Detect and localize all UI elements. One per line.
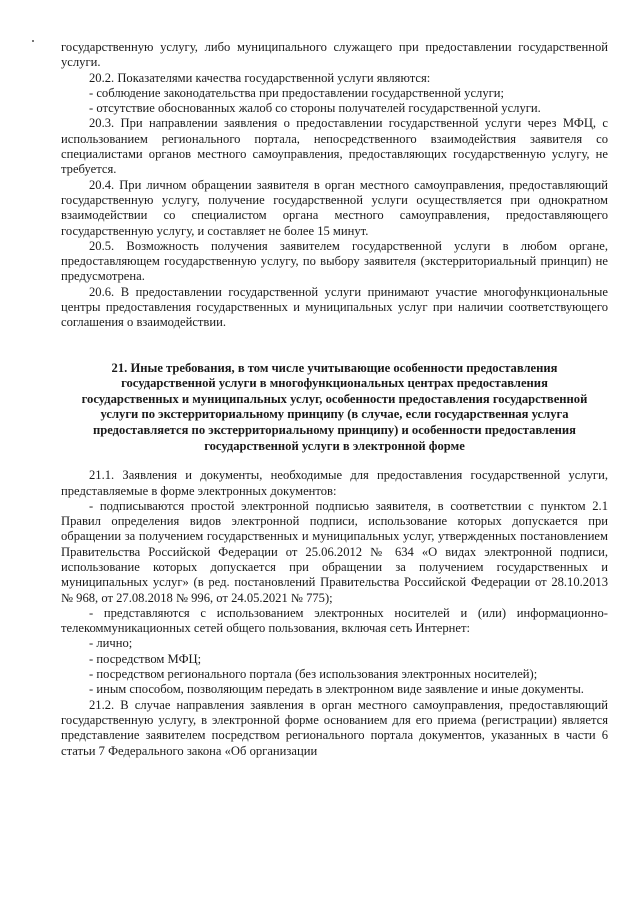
paragraph-21-1: 21.1. Заявления и документы, необходимые для предоставления государственной услуги, представляемые в форме электронных документов: [61, 468, 608, 498]
document-page [61, 40, 608, 759]
spacer [61, 454, 608, 468]
section-heading-21: 21. Иные требования, в том числе учитывающие особенности предоставления государственной услуги в многофункциональных центрах предоставления государственных и муниципальных услуг, особенности предоставления государственной услуги по экстерриториальному принципу (в случае, если государственная услуга предоставляется по экстерриториальному принципу) и особенности предоставления государственной услуги в электронной форме [81, 360, 588, 453]
paragraph-20-4: 20.4. При личном обращении заявителя в орган местного самоуправления, предоставляющий государственную услугу, получение государственной услуги осуществляется при однократном взаимодействии со специалистом органа местного самоуправления, предоставляющего государственную услугу, и составляет не более 15 минут. [61, 177, 608, 238]
list-item-no-complaints: - отсутствие обоснованных жалоб со стороны получателей государственной услуги. [89, 101, 541, 116]
scan-speck [32, 40, 34, 42]
list-item-in-person: - лично; [89, 636, 133, 651]
paragraph-21-2: 21.2. В случае направления заявления в орган местного самоуправления, предоставляющий государственную услугу, в электронной форме основанием для его приема (регистрации) является представление заявителем посредством регионального портала документов, указанных в части 6 статьи 7 Федерального закона «Об организации [61, 697, 608, 758]
paragraph-20-3: 20.3. При направлении заявления о предоставлении государственной услуги через МФЦ, с использованием регионального портала, непосредственного взаимодействия заявителя со специалистами органов местного самоуправления, предоставляющих государственную услугу, не требуется. [61, 116, 608, 177]
paragraph-20-2: 20.2. Показателями качества государственной услуги являются: [89, 70, 431, 85]
paragraph-20-6: 20.6. В предоставлении государственной услуги принимают участие многофункциональные центры предоставления государственных и муниципальных услуг при наличии соответствующего соглашения о взаимодействии. [61, 284, 608, 330]
list-item-signature: - подписываются простой электронной подписью заявителя, в соответствии с пунктом 2.1 Правил определения видов электронной подписи, использование которых допускается при обращении за получением государственных и муниципальных услуг, утвержденных постановлением Правительства Российской Федерации от 25.06.2012 № 634 «О видах электронной подписи, использование которых допускается при обращении за получением государственных и муниципальных услуг» (в ред. постановлений Правительства Российской Федерации от 28.10.2013 № 968, от 27.08.2018 № 996, от 24.05.2021 № 775); [61, 498, 608, 605]
list-item-other-way: - иным способом, позволяющим передать в электронном виде заявление и иные документы. [89, 682, 584, 697]
list-item-mfc: - посредством МФЦ; [89, 651, 202, 666]
list-item-electronic-media: - представляются с использованием электронных носителей и (или) информационно-телекоммуникационных сетей общего пользования, включая сеть Интернет: [61, 605, 608, 636]
paragraph-20-5: 20.5. Возможность получения заявителем государственной услуги в любом органе, предоставляющем государственную услугу, по выбору заявителя (экстерриториальный принцип) не предусмотрена. [61, 238, 608, 284]
spacer [61, 331, 608, 361]
list-item-regional-portal: - посредством регионального портала (без использования электронных носителей); [89, 667, 538, 682]
paragraphs-top [61, 40, 608, 331]
paragraph-continuation: государственную услугу, либо муниципального служащего при предоставлении государственной услуги. [61, 40, 608, 70]
paragraphs-bottom [61, 468, 608, 759]
list-item-legislation: - соблюдение законодательства при предоставлении государственной услуги; [89, 85, 505, 100]
